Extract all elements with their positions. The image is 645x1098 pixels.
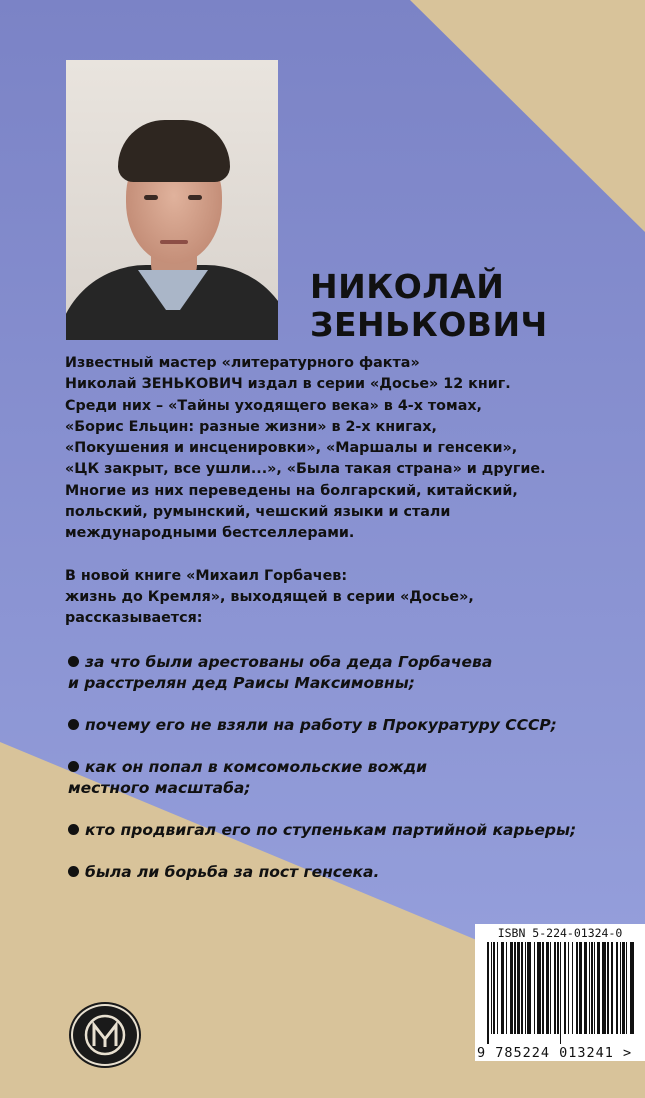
author-name — [310, 268, 548, 344]
barcode-bar — [576, 942, 578, 1034]
bullet-item — [68, 862, 576, 883]
text-line: В новой книге «Михаил Горбачев: — [65, 567, 348, 584]
bio-paragraph — [65, 353, 546, 545]
barcode-bar — [607, 942, 609, 1034]
bullet-dot-icon — [68, 761, 79, 772]
barcode-bar — [550, 942, 551, 1034]
barcode-bar — [517, 942, 520, 1034]
barcode-bar — [560, 942, 561, 1044]
barcode-bar — [501, 942, 504, 1034]
bullet-list — [68, 652, 576, 904]
bullet-dot-icon — [68, 656, 79, 667]
text-line: Многие из них переведены на болгарский, китайский, — [65, 482, 518, 499]
bullet-text: за что были арестованы оба деда Горбачева — [85, 653, 493, 671]
bullet-text: была ли борьба за пост генсека. — [85, 863, 380, 881]
text-line: «ЦК закрыт, все ушли...», «Была такая страна» и другие. — [65, 461, 546, 478]
text-line: Николай ЗЕНЬКОВИЧ издал в серии «Досье» 12 книг. — [65, 376, 511, 393]
text-line: рассказывается: — [65, 610, 203, 627]
barcode-bar — [572, 942, 573, 1034]
bullet-text: местного масштаба; — [68, 779, 251, 797]
text-line: Известный мастер «литературного факта» — [65, 355, 420, 371]
barcode-bar — [564, 942, 566, 1034]
publisher-logo-icon — [71, 1004, 139, 1066]
barcode-bar — [554, 942, 556, 1034]
bullet-dot-icon — [68, 866, 79, 877]
text-line: «Борис Ельцин: разные жизни» в 2-х книгах, — [65, 418, 437, 435]
bullet-text: почему его не взяли на работу в Прокуратуру СССР; — [85, 716, 557, 734]
barcode-bar — [506, 942, 507, 1034]
barcode-bar — [626, 942, 627, 1034]
author-bio — [65, 353, 546, 651]
bullet-text: как он попал в комсомольские вожди — [85, 758, 428, 776]
bullet-text: и расстрелян дед Раисы Максимовны; — [68, 674, 415, 692]
barcode-bar — [491, 942, 492, 1034]
barcode-bar — [542, 942, 544, 1034]
barcode-bar — [589, 942, 590, 1034]
barcode-bars — [487, 942, 637, 1044]
text-line: «Покушения и инсценировки», «Маршалы и генсеки», — [65, 440, 518, 457]
barcode-bar — [537, 942, 541, 1034]
barcode-bar — [568, 942, 569, 1034]
ean-number: 9 785224 013241 > — [477, 1045, 633, 1061]
barcode-bar — [487, 942, 489, 1044]
text-line: польский, румынский, чешский языки и стали — [65, 504, 451, 521]
bullet-item — [68, 715, 576, 736]
barcode-bar — [597, 942, 600, 1034]
barcode-bar — [534, 942, 535, 1034]
barcode-bar — [557, 942, 559, 1034]
isbn-text: ISBN 5-224-01324-0 — [497, 926, 623, 940]
barcode-bar — [616, 942, 618, 1034]
bullet-dot-icon — [68, 824, 79, 835]
author-first-name: НИКОЛАЙ — [310, 267, 505, 306]
text-line: жизнь до Кремля», выходящей в серии «Досье», — [65, 588, 474, 605]
barcode-bar — [514, 942, 516, 1034]
bullet-text: кто продвигал его по ступенькам партийной карьеры; — [85, 821, 577, 839]
barcode-bar — [594, 942, 595, 1034]
barcode-bar — [591, 942, 593, 1034]
bullet-item — [68, 757, 576, 799]
barcode-bar — [527, 942, 531, 1034]
bullet-dot-icon — [68, 719, 79, 730]
barcode-bar — [525, 942, 526, 1034]
book-intro-paragraph — [65, 566, 546, 630]
bullet-item — [68, 652, 576, 694]
author-last-name: ЗЕНЬКОВИЧ — [310, 305, 548, 344]
barcode-bar — [622, 942, 625, 1034]
barcode-bar — [521, 942, 523, 1034]
barcode-bar — [493, 942, 495, 1034]
barcode-bar — [602, 942, 606, 1034]
barcode-bar — [630, 942, 634, 1034]
barcode-bar — [584, 942, 587, 1034]
text-line: международными бестселлерами. — [65, 525, 355, 542]
barcode-bar — [510, 942, 513, 1034]
barcode-bar — [611, 942, 613, 1034]
barcode-bar — [620, 942, 621, 1034]
author-photo — [66, 60, 278, 340]
isbn-barcode — [475, 924, 645, 1061]
text-line: Среди них – «Тайны уходящего века» в 4-х томах, — [65, 397, 482, 414]
barcode-bar — [579, 942, 582, 1034]
barcode-bar — [497, 942, 498, 1034]
bullet-item — [68, 820, 576, 841]
barcode-bar — [546, 942, 549, 1034]
